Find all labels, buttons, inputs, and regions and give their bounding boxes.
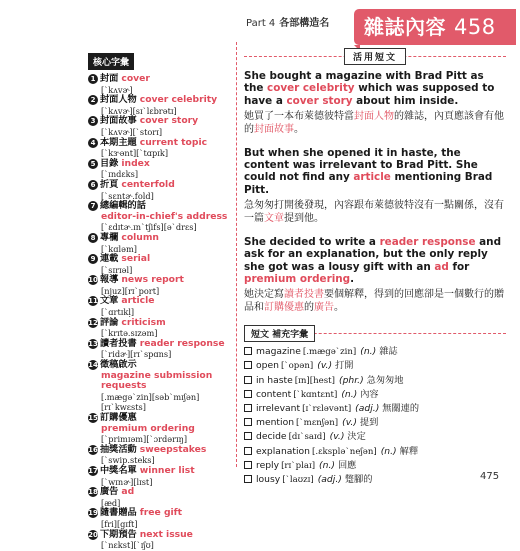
vocab-entry — [88, 254, 233, 275]
supplement-word: reply — [256, 459, 280, 471]
vocab-entry-head — [88, 296, 233, 307]
text-run: 她決定寫 — [244, 289, 284, 301]
vocab-chinese: 評論 — [100, 316, 119, 328]
vocab-english: next issue — [139, 528, 193, 540]
text-run: about him inside. — [352, 94, 459, 107]
vocab-entry-head — [88, 95, 233, 106]
vocab-phonetic: [ˋɛdɪtɚ.ɪnˋtʃifs][əˋdrɛs] — [101, 222, 197, 233]
vocab-entry — [88, 275, 233, 296]
vocab-phonetic: [ˋridɚ][rɪˋspɑns] — [101, 349, 172, 360]
supplement-item — [244, 459, 506, 473]
vocab-english: index — [121, 157, 150, 169]
vocab-phonetic: [ˋsɛntɚ.fold] — [101, 190, 154, 201]
vocab-english: article — [121, 295, 155, 307]
text-run: 的雜誌，內頁應該會有他的 — [244, 110, 504, 135]
supplement-phonetic: [ɪn][hest] — [294, 375, 335, 386]
vocab-entry-head — [88, 508, 233, 519]
paragraph-english — [244, 236, 506, 285]
vocab-english: serial — [121, 253, 151, 265]
vocab-number: 17 — [88, 466, 98, 475]
highlight-term: cover story — [286, 94, 353, 107]
supplement-chinese: 回應 — [337, 459, 357, 471]
dialogue-label: 活用短文 — [344, 48, 406, 65]
vocab-entry-head — [88, 413, 233, 424]
vocab-phonetic: [fri][gɪft] — [101, 518, 138, 529]
supplement-item — [244, 359, 506, 373]
vocab-entry-head — [88, 180, 233, 191]
highlight-term: ad — [434, 260, 449, 273]
dialogue-panel — [244, 48, 506, 487]
highlight-term: reader response — [379, 236, 476, 249]
text-run: . — [350, 272, 355, 285]
vocab-entry — [88, 159, 233, 180]
vocab-number: 3 — [88, 116, 98, 126]
core-vocab-panel — [88, 50, 233, 551]
supplement-list — [244, 345, 506, 487]
vocab-phonetic: [njuz][rɪˋport] — [101, 285, 160, 296]
supplement-item — [244, 473, 506, 487]
text-run: She bought a magazine with Brad Pitt as the — [244, 70, 484, 95]
supplement-item — [244, 374, 506, 388]
supplement-item — [244, 388, 506, 402]
vocab-english: current topic — [139, 136, 208, 148]
dialogue-paragraph — [244, 70, 506, 136]
vocab-chinese: 封面人物 — [100, 94, 137, 106]
vocab-entry — [88, 201, 233, 233]
supplement-word: lousy — [256, 474, 281, 486]
vocab-entry — [88, 487, 233, 508]
dialogue-paragraph — [244, 147, 506, 225]
vocab-english: reader response — [139, 337, 225, 349]
paragraph-english — [244, 70, 506, 107]
vocab-chinese: 徵稿啟示 — [100, 359, 137, 371]
vocab-english: news report — [121, 274, 184, 286]
vocab-chinese: 中獎名單 — [100, 464, 137, 476]
vocab-english: free gift — [139, 507, 183, 519]
vocab-chinese: 下期預告 — [100, 528, 137, 540]
vocab-entry — [88, 445, 233, 466]
paragraph-english — [244, 147, 506, 196]
vocab-phonetic: [.mægəˋzin][səbˋmɪʃən][rɪˋkwɛsts] — [101, 391, 200, 413]
supplement-chinese: 蹩腳的 — [344, 474, 373, 486]
vocab-phonetic: [æd] — [101, 497, 121, 508]
checkbox-icon — [244, 475, 252, 483]
supplement-word: in haste — [256, 374, 293, 386]
vocab-english: column — [121, 231, 159, 243]
vocab-chinese: 隨書贈品 — [100, 507, 137, 519]
vocab-entry — [88, 530, 233, 551]
supplement-word: content — [256, 388, 292, 400]
vocab-chinese: 本期主題 — [100, 136, 137, 148]
page-number: 475 — [480, 471, 500, 482]
checkbox-icon — [244, 447, 252, 455]
vocab-number: 19 — [88, 509, 98, 518]
vocab-number: 12 — [88, 318, 98, 327]
vocab-english: cover celebrity — [139, 94, 218, 106]
supplement-phonetic: [ˋlaʊzɪ] — [282, 475, 314, 486]
vocab-phonetic: [ˋsɪrɪəl] — [101, 264, 133, 275]
vocab-entry-head — [88, 159, 233, 170]
vocab-entry — [88, 138, 233, 159]
vocab-chinese: 目錄 — [100, 157, 119, 169]
highlight-term: 訂購優惠 — [264, 302, 304, 314]
supplement-pos: (v.) — [317, 360, 333, 372]
text-run: for — [448, 260, 470, 273]
highlight-term: 文章 — [264, 213, 284, 225]
vocab-entry — [88, 318, 233, 339]
paragraph-chinese — [244, 288, 506, 314]
checkbox-icon — [244, 461, 252, 469]
header-part — [246, 14, 329, 29]
supplement-pos: (n.) — [319, 459, 335, 471]
supplement-word: explanation — [256, 445, 310, 457]
vocab-phonetic: [ˋwɪnɚ][lɪst] — [101, 476, 153, 487]
supplement-chinese: 急匆匆地 — [366, 374, 404, 386]
vocab-english: cover story — [139, 115, 199, 127]
vocab-chinese: 文章 — [100, 295, 119, 307]
supplement-chinese: 打開 — [335, 360, 354, 372]
checkbox-icon — [244, 347, 252, 355]
vocab-entry-head — [88, 445, 233, 456]
checkbox-icon — [244, 404, 252, 412]
checkbox-icon — [244, 418, 252, 426]
vocab-entry — [88, 180, 233, 201]
supplement-word: decide — [256, 431, 287, 443]
vocab-number: 6 — [88, 180, 98, 190]
page-title: 雜誌內容 — [364, 15, 446, 39]
vocab-number: 10 — [88, 276, 98, 285]
vocab-chinese: 折頁 — [100, 178, 119, 190]
vocab-english: magazine submission requests — [101, 369, 213, 392]
vocab-number: 1 — [88, 74, 98, 84]
vocab-phonetic: [ˋkʌvɚ][sɪˋlɛbrətɪ] — [101, 105, 177, 116]
vocab-number: 15 — [88, 414, 98, 422]
vocab-number: 11 — [88, 297, 98, 306]
highlight-term: 廣告 — [314, 302, 334, 314]
vocab-chinese: 專欄 — [100, 231, 119, 243]
supplement-header — [244, 325, 506, 341]
dialogue-paragraph — [244, 236, 506, 314]
supplement-item — [244, 402, 506, 416]
paragraph-chinese — [244, 110, 506, 136]
vocab-english: editor-in-chief's address — [101, 210, 228, 222]
supplement-chinese: 解釋 — [399, 445, 419, 457]
vocab-entry-head — [88, 339, 233, 350]
vocab-entry-head — [88, 466, 233, 477]
vocab-entry-head — [88, 233, 233, 244]
checkbox-icon — [244, 390, 252, 398]
page-ref: 458 — [454, 15, 496, 39]
vocab-entry — [88, 116, 233, 137]
vocab-english: ad — [121, 486, 135, 498]
vocab-entry — [88, 360, 233, 413]
vocab-chinese: 抽獎活動 — [100, 443, 137, 455]
supplement-phonetic: [dɪˋsaɪd] — [288, 432, 326, 443]
checkbox-icon — [244, 376, 252, 384]
vocab-number: 9 — [88, 254, 98, 264]
text-run: 。 — [334, 302, 344, 314]
text-run: 提到他。 — [284, 213, 324, 225]
supplement-chinese: 提到 — [359, 417, 379, 429]
vocab-number: 18 — [88, 488, 98, 497]
supplement-item — [244, 416, 506, 430]
vocab-chinese: 訂購優惠 — [100, 412, 137, 423]
vocab-entry-head — [88, 275, 233, 286]
vocab-english: centerfold — [121, 178, 175, 190]
vocab-number: 7 — [88, 201, 98, 211]
supplement-pos: (n.) — [360, 346, 377, 358]
vocab-phonetic: [ˋkɝənt][ˋtɑpɪk] — [101, 148, 169, 159]
vocab-entry — [88, 413, 233, 445]
highlight-term: premium ordering — [244, 272, 351, 285]
supplement-phonetic: [.ɛkspləˋneʃən] — [312, 446, 377, 457]
supplement-phonetic: [rɪˋplaɪ] — [281, 460, 316, 471]
vocab-chinese: 讀者投書 — [100, 337, 137, 349]
vocab-number: 4 — [88, 138, 98, 148]
vocab-number: 16 — [88, 445, 98, 454]
text-run: 她買了一本布萊德彼特當 — [244, 110, 354, 122]
column-divider — [236, 42, 237, 467]
supplement-pos: (v.) — [329, 431, 345, 443]
vocab-chinese: 總編輯的話 — [100, 200, 146, 212]
vocab-entry-head — [88, 530, 233, 541]
core-vocab-list — [88, 74, 233, 551]
vocab-english: winner list — [139, 464, 195, 476]
vocab-number: 2 — [88, 95, 98, 105]
vocab-entry-head — [88, 487, 233, 498]
supplement-pos: (adj.) — [317, 474, 342, 486]
vocab-entry — [88, 95, 233, 116]
vocab-chinese: 連載 — [100, 253, 119, 265]
vocab-number: 13 — [88, 339, 98, 348]
title-banner — [354, 9, 516, 45]
vocab-entry — [88, 508, 233, 529]
vocab-entry-head — [88, 116, 233, 127]
vocab-phonetic: [ˋswip.steks] — [101, 455, 155, 466]
text-run: 要個解釋，得到的回應卻是一個數行的贈品和 — [244, 289, 504, 314]
supplement-word: open — [256, 360, 279, 372]
vocab-entry-head — [88, 254, 233, 265]
vocab-entry — [88, 466, 233, 487]
text-run: and ask for an explanation, but the only reply she got was a lousy gift with an — [244, 236, 502, 273]
part-label: Part 4 — [246, 18, 276, 29]
vocab-entry-head — [88, 318, 233, 329]
core-vocab-label: 核心字彙 — [88, 53, 134, 70]
vocab-chinese: 封面 — [100, 73, 119, 84]
supplement-chinese: 內容 — [360, 388, 379, 400]
text-run: But when she opened it in haste, the content was irrelevant to Brad Pitt. She could not find any — [244, 146, 478, 184]
supplement-pos: (v.) — [342, 417, 357, 429]
vocab-phonetic: [ˋnɛkst][ˋɪʃʊ] — [101, 540, 154, 551]
supplement-item — [244, 345, 506, 359]
vocab-entry — [88, 296, 233, 317]
highlight-term: 封面故事 — [254, 123, 294, 135]
vocab-english: criticism — [121, 316, 166, 328]
vocab-chinese: 報導 — [100, 274, 119, 286]
vocab-number: 8 — [88, 233, 98, 243]
vocab-number: 14 — [88, 361, 98, 370]
text-run: which was supposed to have a — [244, 82, 495, 107]
supplement-pos: (adj.) — [355, 403, 380, 415]
supplement-item — [244, 430, 506, 444]
dialogue-header — [244, 48, 506, 64]
checkbox-icon — [244, 432, 252, 440]
supplement-word: irrelevant — [256, 403, 301, 415]
supplement-word: mention — [256, 417, 295, 429]
vocab-entry-head — [88, 138, 233, 149]
section-label: 各部構造名 — [279, 18, 330, 29]
vocab-number: 5 — [88, 159, 98, 169]
highlight-term: 讀者投書 — [284, 289, 324, 301]
vocab-phonetic: [ˋɑrtɪkḷ] — [101, 307, 135, 318]
vocab-entry-head — [88, 74, 233, 85]
highlight-term: 封面人物 — [354, 110, 394, 122]
supplement-pos: (phr.) — [338, 374, 364, 386]
vocab-phonetic: [ˋkʌvɚ][ˋstorɪ] — [101, 126, 163, 137]
text-run: 的 — [304, 302, 314, 314]
vocab-english: sweepstakes — [139, 443, 207, 455]
vocab-entry — [88, 74, 233, 95]
vocab-entry — [88, 233, 233, 254]
text-run: She decided to write a — [244, 236, 380, 249]
dialogue-paragraphs — [244, 70, 506, 314]
vocab-phonetic: [ˋkʌvɚ] — [101, 84, 133, 95]
vocab-phonetic: [ˋkɑləm] — [101, 243, 137, 254]
supplement-phonetic: [.mægəˋzin] — [302, 347, 357, 358]
supplement-pos: (n.) — [380, 445, 397, 457]
supplement-item — [244, 445, 506, 459]
supplement-pos: (n.) — [341, 388, 358, 400]
vocab-chinese: 封面故事 — [100, 115, 137, 127]
vocab-entry — [88, 339, 233, 360]
text-run: 。 — [294, 123, 304, 135]
supplement-phonetic: [ˋkɑntɛnt] — [293, 389, 338, 400]
vocab-phonetic: [ˋɪndɛks] — [101, 169, 139, 180]
supplement-phonetic: [ɪˋrɛləvənt] — [302, 404, 352, 415]
supplement-label: 短文 補充字彙 — [244, 325, 315, 342]
checkbox-icon — [244, 361, 252, 369]
vocab-chinese: 廣告 — [100, 486, 119, 498]
supplement-chinese: 無關連的 — [382, 403, 420, 415]
vocab-phonetic: [ˋkrɪtə.sɪzəm] — [101, 328, 158, 339]
vocab-number: 20 — [88, 530, 98, 539]
vocab-phonetic: [ˋprimɪəm][ˋɔrdərɪŋ] — [101, 434, 188, 445]
vocab-english: premium ordering — [101, 422, 195, 434]
supplement-phonetic: [ˋmɛnʃən] — [296, 418, 339, 429]
vocab-english: cover — [121, 73, 150, 84]
highlight-term: cover celebrity — [267, 82, 355, 95]
highlight-term: article — [353, 171, 391, 184]
supplement-word: magazine — [256, 346, 301, 358]
supplement-chinese: 決定 — [347, 431, 366, 443]
supplement-phonetic: [ˋopən] — [280, 361, 314, 372]
paragraph-chinese — [244, 199, 506, 225]
text-run: mentioning Brad Pitt. — [244, 171, 493, 196]
text-run: 急匆匆打開後發現，內容跟布萊德彼特沒有一點關係，沒有一篇 — [244, 200, 504, 225]
supplement-chinese: 雜誌 — [379, 346, 398, 358]
